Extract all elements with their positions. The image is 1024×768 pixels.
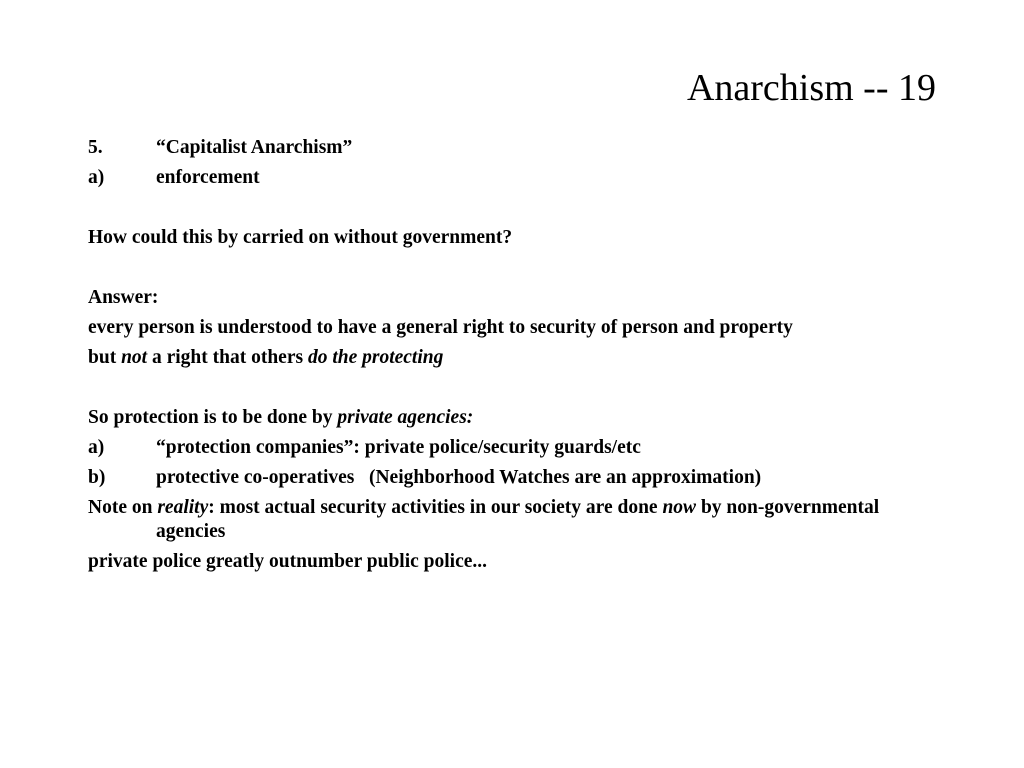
slide-title: Anarchism -- 19 (686, 67, 936, 109)
section-number: 5. (88, 137, 103, 158)
list-item (88, 463, 948, 493)
note-text-part2: : most actual security activities in our society are done (208, 497, 663, 518)
list-item (88, 433, 948, 463)
answer-line-2-emphasis-not: not (121, 347, 148, 368)
list-item-number: a) (88, 437, 105, 458)
note-text-part1: Note on (88, 497, 158, 518)
section-heading-text: “Capitalist Anarchism” (156, 137, 353, 158)
answer-line-1: every person is understood to have a general right to security of person and property (88, 317, 793, 338)
protection-line (88, 403, 948, 433)
protection-emphasis: private agencies: (337, 407, 474, 428)
note-text-part3: by non-governmental agencies (156, 497, 880, 542)
list-item-text: “protection companies”: private police/security guards/etc (156, 437, 641, 458)
slide-body (88, 133, 948, 577)
answer-line-2 (88, 343, 948, 373)
subheading-number: a) (88, 167, 105, 188)
answer-line-2-emphasis-protecting: do the protecting (307, 347, 444, 368)
answer-label: Answer: (88, 287, 159, 308)
closing-line: private police greatly outnumber public police... (88, 551, 488, 572)
question-text: How could this by carried on without government? (88, 227, 513, 248)
list-item-number: b) (88, 467, 106, 488)
subheading-text: enforcement (156, 167, 260, 188)
note-emphasis-now: now (662, 497, 697, 518)
section-heading (88, 133, 948, 163)
protection-text: So protection is to be done by (88, 407, 338, 428)
list-item-text: protective co-operatives (Neighborhood Watches are an approximation) (156, 467, 762, 488)
note-line (88, 493, 948, 547)
note-emphasis-reality: reality (157, 497, 209, 518)
answer-line-2-part1: but (88, 347, 122, 368)
section-subheading (88, 163, 948, 193)
answer-line-2-part2: a right that others (147, 347, 308, 368)
